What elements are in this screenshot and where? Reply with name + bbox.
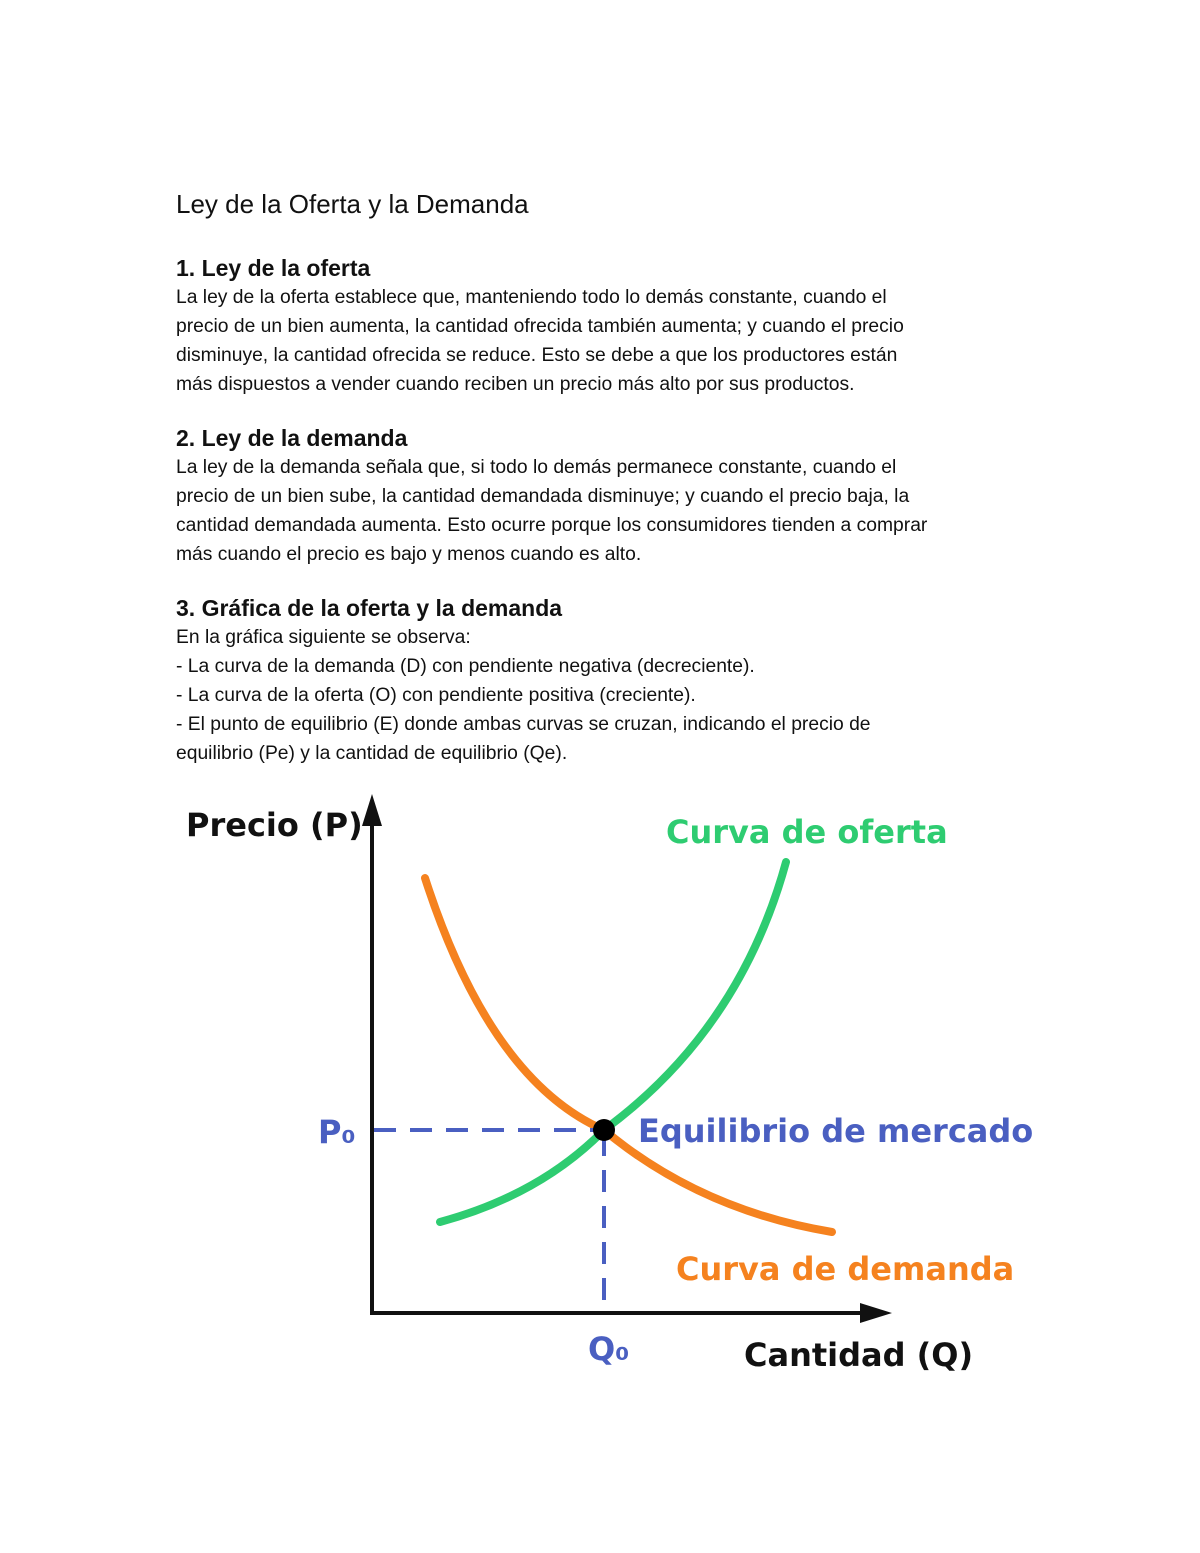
section-intro-chart: En la gráfica siguiente se observa: xyxy=(176,627,471,648)
text-line: La ley de la demanda señala que, si todo lo demás permanece constante, cuando el xyxy=(176,457,897,478)
x-axis-label: Cantidad (Q) xyxy=(744,1336,974,1374)
document-body xyxy=(176,188,1036,768)
equilibrium-point xyxy=(593,1119,615,1141)
equilibrium-label: Equilibrio de mercado xyxy=(638,1112,1034,1150)
text-line: más cuando el precio es bajo y menos cuando es alto. xyxy=(176,544,642,565)
supply-demand-chart xyxy=(0,760,1200,1400)
x-axis-arrow xyxy=(860,1303,892,1323)
text-line: disminuye, la cantidad ofrecida se reduce. Esto se debe a que los productores están xyxy=(176,345,898,366)
section-heading-supply: 1. Ley de la oferta xyxy=(176,255,371,281)
section-heading-chart: 3. Gráfica de la oferta y la demanda xyxy=(176,595,563,621)
section-paragraph-supply xyxy=(176,283,1036,399)
text-line: precio de un bien aumenta, la cantidad ofrecida también aumenta; y cuando el precio xyxy=(176,316,904,337)
supply-curve-label: Curva de oferta xyxy=(666,813,948,851)
y-axis-arrow xyxy=(362,794,382,826)
list-item: - La curva de la demanda (D) con pendiente negativa (decreciente). xyxy=(176,656,755,677)
y-axis-label: Precio (P) xyxy=(186,806,363,844)
section-paragraph-demand xyxy=(176,453,1036,569)
quantity-equilibrium-label: Q₀ xyxy=(588,1330,630,1368)
list-item: - El punto de equilibrio (E) donde ambas curvas se cruzan, indicando el precio de xyxy=(176,714,871,735)
demand-curve-label: Curva de demanda xyxy=(676,1250,1015,1288)
price-equilibrium-label: P₀ xyxy=(318,1113,356,1151)
supply-curve xyxy=(440,862,786,1222)
text-line: precio de un bien sube, la cantidad demandada disminuye; y cuando el precio baja, la xyxy=(176,486,910,507)
list-item: - La curva de la oferta (O) con pendiente positiva (creciente). xyxy=(176,685,696,706)
bullet-list xyxy=(176,652,1036,768)
text-line: cantidad demandada aumenta. Esto ocurre porque los consumidores tienden a comprar xyxy=(176,515,928,536)
text-line: La ley de la oferta establece que, manteniendo todo lo demás constante, cuando el xyxy=(176,287,887,308)
document-title: Ley de la Oferta y la Demanda xyxy=(176,189,529,219)
list-item: equilibrio (Pe) y la cantidad de equilibrio (Qe). xyxy=(176,743,568,764)
demand-curve xyxy=(425,878,832,1232)
section-heading-demand: 2. Ley de la demanda xyxy=(176,425,408,451)
text-line: más dispuestos a vender cuando reciben un precio más alto por sus productos. xyxy=(176,374,855,395)
